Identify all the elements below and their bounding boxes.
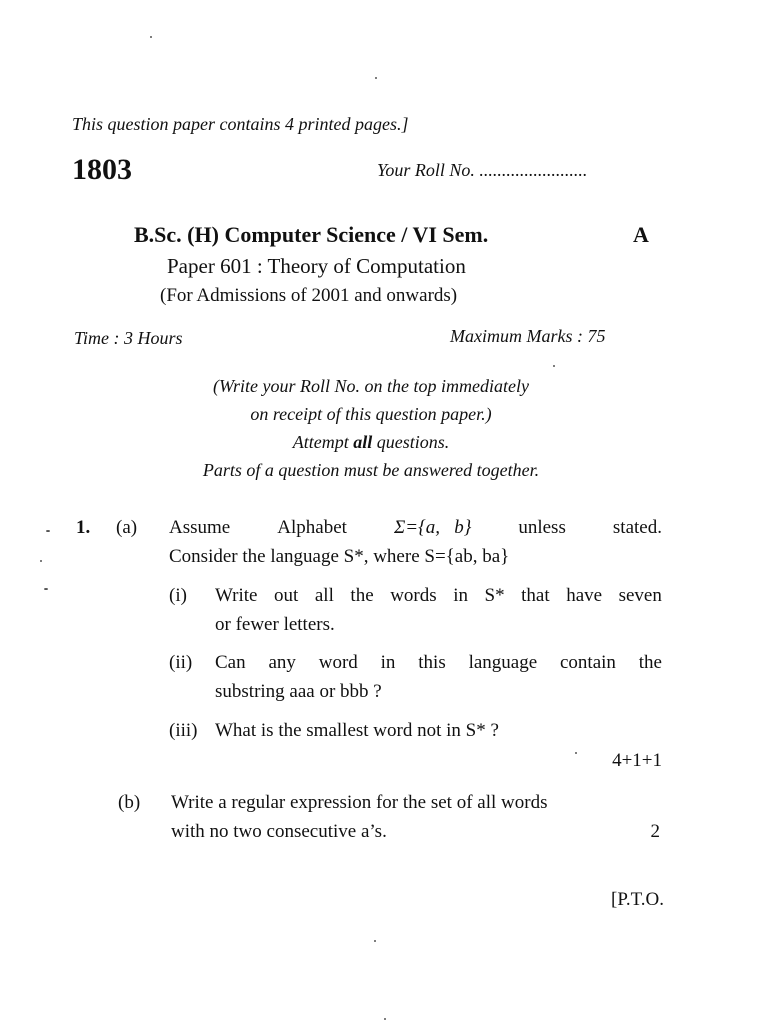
word: Assume: [169, 517, 231, 538]
word: out: [274, 585, 299, 606]
scan-speck: [46, 530, 50, 532]
word: seven: [618, 585, 662, 606]
paper-code: 1803: [72, 153, 132, 186]
question-1b-marks: 2: [650, 821, 660, 842]
sub-question-iii-line-1: What is the smallest word not in S* ?: [215, 720, 499, 741]
sub-question-ii-line-2: substring aaa or bbb ?: [215, 681, 382, 702]
word: have: [566, 585, 603, 606]
pages-note: This question paper contains 4 printed pages.]: [72, 114, 409, 134]
word: stated.: [612, 517, 662, 538]
maximum-marks: Maximum Marks : 75: [450, 326, 606, 346]
scan-speck: [44, 588, 48, 590]
question-1a-line-1: [169, 517, 662, 539]
question-1b-label: (b): [118, 792, 141, 813]
word: Can: [215, 652, 246, 673]
question-1a-marks: 4+1+1: [612, 750, 662, 771]
roll-no-label: Your Roll No. ........................: [377, 160, 588, 180]
word: unless: [518, 517, 566, 538]
word: all: [314, 585, 334, 606]
scan-speck: [40, 560, 42, 562]
word: that: [521, 585, 550, 606]
scan-speck: [384, 1018, 386, 1020]
word: any: [268, 652, 296, 673]
word: word: [318, 652, 358, 673]
instruction-line-2: on receipt of this question paper.): [250, 404, 492, 424]
word: the: [350, 585, 374, 606]
scan-speck: [575, 752, 577, 754]
word: Alphabet: [277, 517, 347, 538]
word: Write: [215, 585, 258, 606]
scan-speck: [375, 77, 377, 79]
question-1a-label: (a): [116, 517, 138, 538]
sub-question-iii-label: (iii): [169, 720, 198, 741]
scan-speck: [150, 36, 152, 38]
instruction-line-4: Parts of a question must be answered together.: [202, 460, 540, 480]
time-allowed: Time : 3 Hours: [74, 328, 183, 348]
word: contain: [559, 652, 616, 673]
sub-question-ii-label: (ii): [169, 652, 193, 673]
word: words: [390, 585, 437, 606]
sub-question-i-line-1: [215, 585, 662, 607]
sub-question-i-label: (i): [169, 585, 187, 606]
instruction-questions: questions.: [372, 432, 450, 452]
please-turn-over: [P.T.O.: [611, 889, 664, 910]
word: the: [638, 652, 662, 673]
sub-question-i-line-2: or fewer letters.: [215, 614, 335, 635]
paper-title: Paper 601 : Theory of Computation: [167, 254, 466, 278]
scan-speck: [374, 940, 376, 942]
paper-set: A: [633, 222, 649, 247]
question-1b-line-1: Write a regular expression for the set of all words: [171, 792, 548, 813]
instruction-line-3: [100, 428, 642, 456]
word: in: [453, 585, 468, 606]
word: S*: [484, 585, 505, 606]
question-1b-line-2: with no two consecutive a’s.: [171, 821, 387, 842]
word: language: [468, 652, 538, 673]
instruction-attempt: Attempt: [292, 432, 354, 452]
sub-question-ii-line-1: [215, 652, 662, 674]
instructions: [100, 372, 642, 484]
instruction-line-1: (Write your Roll No. on the top immediately: [213, 376, 529, 396]
question-1a-line-2: Consider the language S*, where S={ab, ba}: [169, 546, 510, 567]
instruction-all: all: [353, 432, 373, 452]
course-title: B.Sc. (H) Computer Science / VI Sem.: [134, 222, 489, 247]
admissions-note: (For Admissions of 2001 and onwards): [160, 285, 458, 306]
word: in: [380, 652, 396, 673]
scan-speck: [553, 365, 555, 367]
word: this: [418, 652, 446, 673]
question-1-number: 1.: [76, 517, 91, 538]
word: Σ={a, b}: [393, 517, 472, 538]
